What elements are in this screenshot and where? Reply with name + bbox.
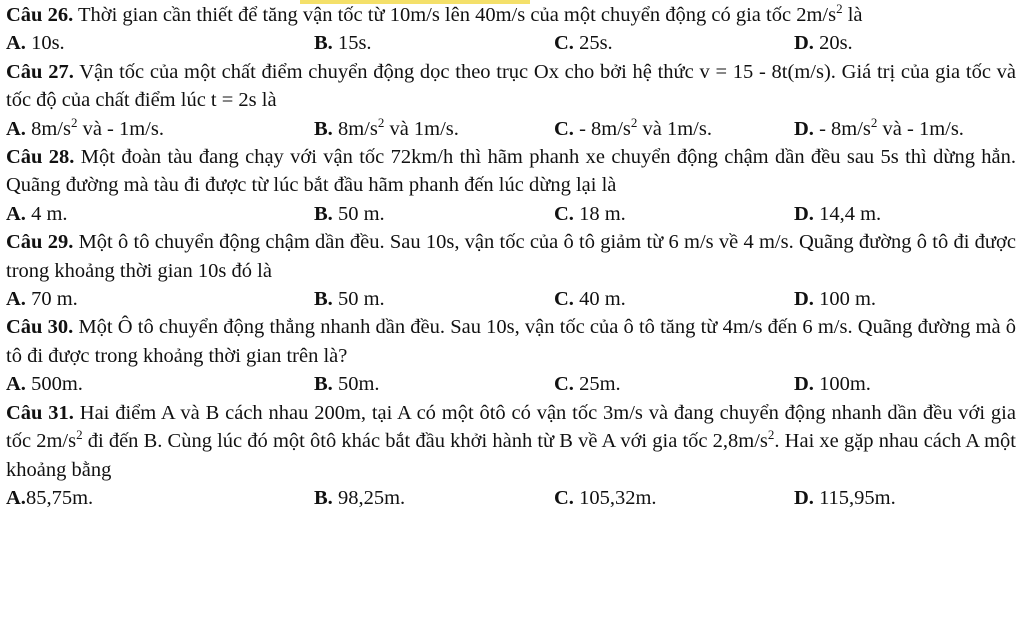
question-text-end: . Hai xe gặp nhau cách A một khoảng bằng (6, 430, 1016, 481)
superscript: 2 (630, 114, 638, 130)
option-key: C. (554, 32, 574, 55)
option-c[interactable] (554, 200, 794, 228)
option-value: 50 m. (337, 288, 385, 311)
option-key: A. (6, 32, 26, 55)
option-c[interactable] (554, 29, 794, 57)
option-c[interactable] (554, 115, 794, 143)
option-value: 8m/s (337, 117, 378, 140)
option-value: 70 m. (31, 288, 78, 311)
option-key: D. (794, 202, 814, 225)
option-b[interactable] (314, 29, 554, 57)
option-key: D. (794, 32, 814, 55)
question-28 (6, 143, 1016, 200)
option-value-end: và 1m/s. (637, 117, 712, 140)
superscript: 2 (836, 1, 843, 17)
superscript: 2 (377, 114, 385, 130)
question-text: Một ô tô chuyển động chậm dần đều. Sau 10s, vận tốc của ô tô giảm từ 6 m/s về 4 m/s. Quãng đường ô tô đi được trong khoảng thời gian 10s đó là (6, 231, 1016, 282)
question-text-mid: đi đến B. Cùng lúc đó một ôtô khác bắt đầu khởi hành từ B về A với gia tốc 2,8m/s (82, 430, 768, 453)
options-27 (6, 115, 1016, 143)
option-value: 100m. (819, 373, 871, 396)
option-key: B. (314, 288, 333, 311)
option-value: 14,4 m. (819, 202, 882, 225)
question-label: Câu 31. (6, 401, 74, 424)
question-text: Vận tốc của một chất điểm chuyển động dọc theo trục Ox cho bởi hệ thức v = 15 - 8t(m/s). Giá trị của gia tốc và tốc độ của chất điểm lúc t = 2s là (6, 60, 1016, 112)
superscript: 2 (870, 114, 878, 130)
option-value-end: và - 1m/s. (877, 117, 964, 140)
option-value: 10s. (31, 32, 65, 55)
option-d[interactable] (794, 484, 1016, 512)
question-text: Một Ô tô chuyển động thẳng nhanh dần đều. Sau 10s, vận tốc của ô tô tăng từ 4m/s đến 6 m/s. Quãng đường mà ô tô đi được trong khoảng thời gian trên là? (6, 316, 1016, 367)
option-c[interactable] (554, 484, 794, 512)
question-text-end: là (842, 4, 863, 26)
question-label: Câu 27. (6, 60, 74, 83)
options-26 (6, 29, 1016, 57)
option-key: C. (554, 117, 574, 140)
option-value: 15s. (337, 32, 372, 55)
option-key: B. (314, 117, 333, 140)
option-key: D. (794, 373, 814, 396)
option-d[interactable] (794, 370, 1016, 398)
option-value: 8m/s (31, 117, 71, 140)
option-c[interactable] (554, 285, 794, 313)
option-d[interactable] (794, 115, 1016, 143)
option-c[interactable] (554, 370, 794, 398)
option-a[interactable] (6, 285, 314, 313)
option-b[interactable] (314, 200, 554, 228)
option-value: 40 m. (579, 288, 626, 311)
question-text: Một đoàn tàu đang chạy với vận tốc 72km/h thì hãm phanh xe chuyển động chậm dần đều sau 5s thì dừng hẳn. Quãng đường mà tàu đi được từ lúc bắt đầu hãm phanh đến lúc dừng lại là (6, 146, 1017, 197)
options-30 (6, 370, 1016, 398)
option-b[interactable] (314, 115, 554, 143)
option-value: 20s. (819, 32, 853, 55)
option-value: 25s. (579, 32, 613, 55)
option-key: D. (794, 117, 814, 140)
options-29 (6, 285, 1016, 313)
option-key: C. (554, 202, 574, 225)
option-key: D. (794, 486, 814, 509)
options-31 (6, 484, 1016, 512)
option-d[interactable] (794, 29, 1016, 57)
question-label: Câu 26. (6, 4, 74, 26)
question-26 (6, 1, 1016, 29)
option-d[interactable] (794, 200, 1016, 228)
option-d[interactable] (794, 285, 1016, 313)
option-a[interactable] (6, 370, 314, 398)
option-key: C. (554, 373, 574, 396)
option-key: B. (314, 32, 333, 55)
question-29 (6, 228, 1016, 285)
superscript: 2 (70, 114, 78, 130)
option-key: A. (6, 373, 26, 396)
option-value: 98,25m. (337, 486, 406, 509)
option-key: D. (794, 288, 814, 311)
question-text: Thời gian cần thiết để tăng vận tốc từ 10m/s lên 40m/s của một chuyển động có gia tốc 2m/s (77, 4, 837, 26)
option-key: B. (314, 202, 333, 225)
option-value: 500m. (31, 373, 83, 396)
question-30 (6, 313, 1016, 370)
option-value: 50m. (337, 373, 380, 396)
option-value: 4 m. (31, 202, 68, 225)
exercise-page (6, 1, 1016, 512)
option-key: A. (6, 202, 26, 225)
option-value: 25m. (579, 373, 621, 396)
question-label: Câu 30. (6, 316, 74, 339)
option-a[interactable] (6, 29, 314, 57)
option-key: C. (554, 288, 574, 311)
option-value: - 8m/s (819, 117, 871, 140)
option-value: 105,32m. (579, 486, 657, 509)
option-value-end: và - 1m/s. (77, 117, 164, 140)
option-value: 100 m. (819, 288, 877, 311)
option-key: A. (6, 117, 26, 140)
question-label: Câu 28. (6, 146, 75, 169)
question-27 (6, 58, 1016, 115)
option-key: A. (6, 486, 26, 509)
option-b[interactable] (314, 370, 554, 398)
superscript: 2 (76, 427, 83, 443)
option-b[interactable] (314, 285, 554, 313)
option-key: B. (314, 373, 333, 396)
question-31 (6, 399, 1016, 484)
superscript: 2 (767, 427, 775, 443)
option-value: 50 m. (337, 202, 385, 225)
option-value: 85,75m. (25, 486, 94, 509)
option-key: A. (6, 288, 26, 311)
question-text: Hai điểm A và B cách nhau 200m, tại A có một ôtô có vận tốc 3m/s và đang chuyển động nhanh dần đều với gia tốc 2m/s (6, 401, 1016, 453)
option-a[interactable] (6, 484, 314, 512)
option-value-end: và 1m/s. (384, 117, 459, 140)
option-value: 18 m. (579, 202, 626, 225)
question-label: Câu 29. (6, 231, 74, 254)
option-b[interactable] (314, 484, 554, 512)
option-key: B. (314, 486, 333, 509)
option-value: 115,95m. (819, 486, 896, 509)
option-key: C. (554, 486, 574, 509)
option-a[interactable] (6, 200, 314, 228)
option-value: - 8m/s (579, 117, 631, 140)
options-28 (6, 200, 1016, 228)
option-a[interactable] (6, 115, 314, 143)
